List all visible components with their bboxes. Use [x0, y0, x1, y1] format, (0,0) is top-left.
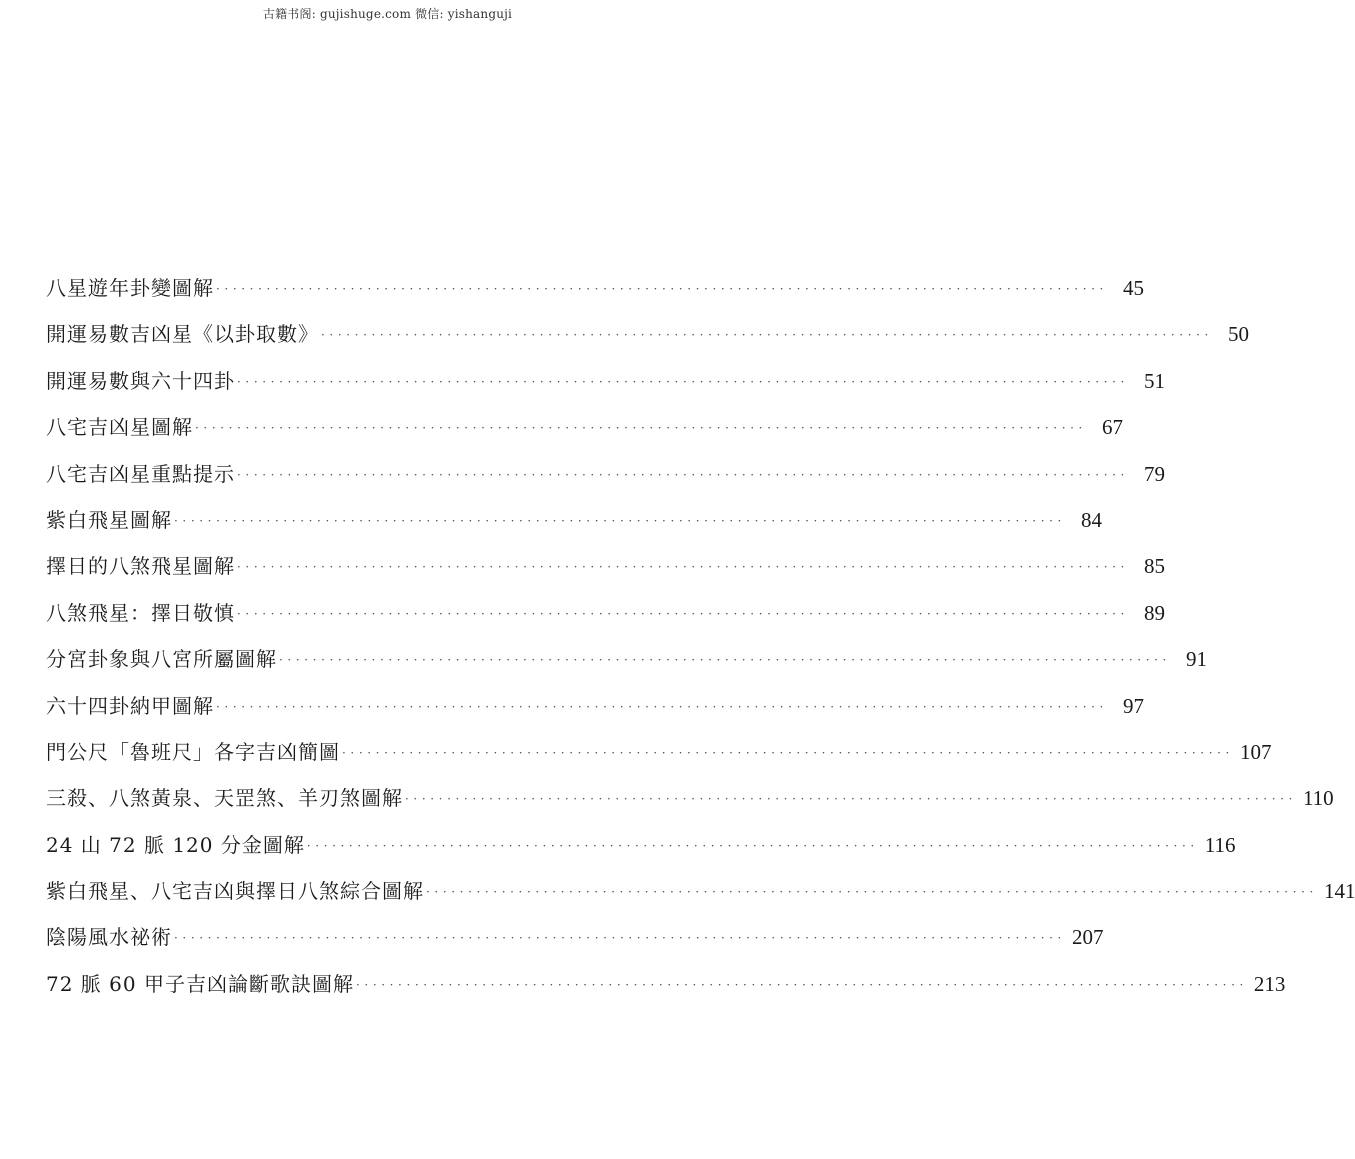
toc-dot-leader: ··········································································································	[195, 421, 1087, 436]
toc-page-number: 110	[1302, 786, 1334, 811]
toc-entry-title: 陰陽風水祕術	[46, 925, 172, 950]
toc-page-number: 67	[1101, 415, 1123, 440]
toc-entry	[46, 361, 1165, 407]
toc-page-number: 51	[1143, 368, 1165, 393]
table-of-contents	[46, 268, 1355, 1010]
toc-entry	[46, 639, 1207, 685]
toc-entry-title: 八宅吉凶星圖解	[46, 415, 193, 440]
toc-page-number: 97	[1122, 693, 1144, 718]
toc-entry	[46, 871, 1355, 917]
toc-entry	[46, 778, 1334, 824]
toc-page-number: 89	[1143, 600, 1165, 625]
toc-entry-title: 開運易數吉凶星《以卦取數》	[46, 322, 319, 347]
toc-entry	[46, 593, 1165, 639]
toc-dot-leader: ··········································································································	[342, 745, 1234, 760]
toc-entry	[46, 686, 1144, 732]
toc-entry-title: 八宅吉凶星重點提示	[46, 461, 235, 486]
toc-page-number: 85	[1143, 554, 1165, 579]
toc-dot-leader: ··········································································································	[237, 560, 1129, 575]
toc-entry-title: 紫白飛星圖解	[46, 507, 172, 532]
toc-entry	[46, 964, 1286, 1010]
toc-dot-leader: ··········································································································	[355, 977, 1248, 992]
toc-entry-title: 八煞飛星：擇日敬慎	[46, 600, 235, 625]
toc-entry-title: 八星遊年卦變圖解	[46, 276, 214, 300]
toc-dot-leader: ··········································································································	[237, 374, 1129, 389]
toc-entry	[46, 546, 1165, 592]
toc-dot-leader: ··········································································································	[216, 699, 1108, 714]
toc-entry-title: 72 脈 60 甲子吉凶論斷歌訣圖解	[46, 971, 354, 996]
source-watermark: 古籍书阁: gujishuge.com 微信: yishanguji	[262, 7, 513, 21]
toc-page-number: 45	[1122, 276, 1144, 300]
toc-dot-leader: ··········································································································	[174, 513, 1066, 528]
toc-dot-leader: ··········································································································	[237, 467, 1129, 482]
toc-entry-title: 擇日的八煞飛星圖解	[46, 554, 235, 579]
toc-entry	[46, 500, 1102, 546]
toc-dot-leader: ··········································································································	[279, 653, 1171, 668]
toc-entry-title: 門公尺「魯班尺」各字吉凶簡圖	[46, 739, 340, 764]
toc-page-number: 107	[1239, 739, 1272, 764]
toc-entry	[46, 407, 1123, 453]
toc-page-number: 50	[1227, 322, 1249, 347]
toc-entry-title: 開運易數與六十四卦	[46, 368, 235, 393]
toc-page-number: 116	[1204, 832, 1236, 857]
toc-entry	[46, 268, 1144, 314]
toc-dot-leader: ··········································································································	[405, 792, 1297, 807]
toc-dot-leader: ··········································································································	[174, 931, 1066, 946]
toc-dot-leader: ··········································································································	[306, 838, 1199, 853]
toc-entry	[46, 314, 1249, 360]
toc-dot-leader: ··········································································································	[216, 282, 1108, 296]
toc-entry	[46, 825, 1236, 871]
toc-dot-leader: ··········································································································	[321, 328, 1213, 343]
toc-page-number: 207	[1071, 925, 1104, 950]
toc-entry-title: 分宮卦象與八宮所屬圖解	[46, 647, 277, 672]
toc-entry-title: 三殺、八煞黃泉、天罡煞、羊刃煞圖解	[46, 786, 403, 811]
toc-entry	[46, 917, 1104, 963]
toc-page-number: 84	[1080, 507, 1102, 532]
toc-page-number: 91	[1185, 647, 1207, 672]
toc-dot-leader: ··········································································································	[237, 606, 1129, 621]
toc-entry	[46, 732, 1272, 778]
toc-page-number: 213	[1253, 971, 1286, 996]
toc-entry	[46, 454, 1165, 500]
toc-entry-title: 24 山 72 脈 120 分金圖解	[46, 832, 305, 857]
toc-entry-title: 六十四卦納甲圖解	[46, 693, 214, 718]
toc-page-number: 79	[1143, 461, 1165, 486]
toc-page-number: 141	[1323, 879, 1355, 904]
toc-entry-title: 紫白飛星、八宅吉凶與擇日八煞綜合圖解	[46, 879, 424, 904]
toc-dot-leader: ··········································································································	[426, 885, 1318, 900]
